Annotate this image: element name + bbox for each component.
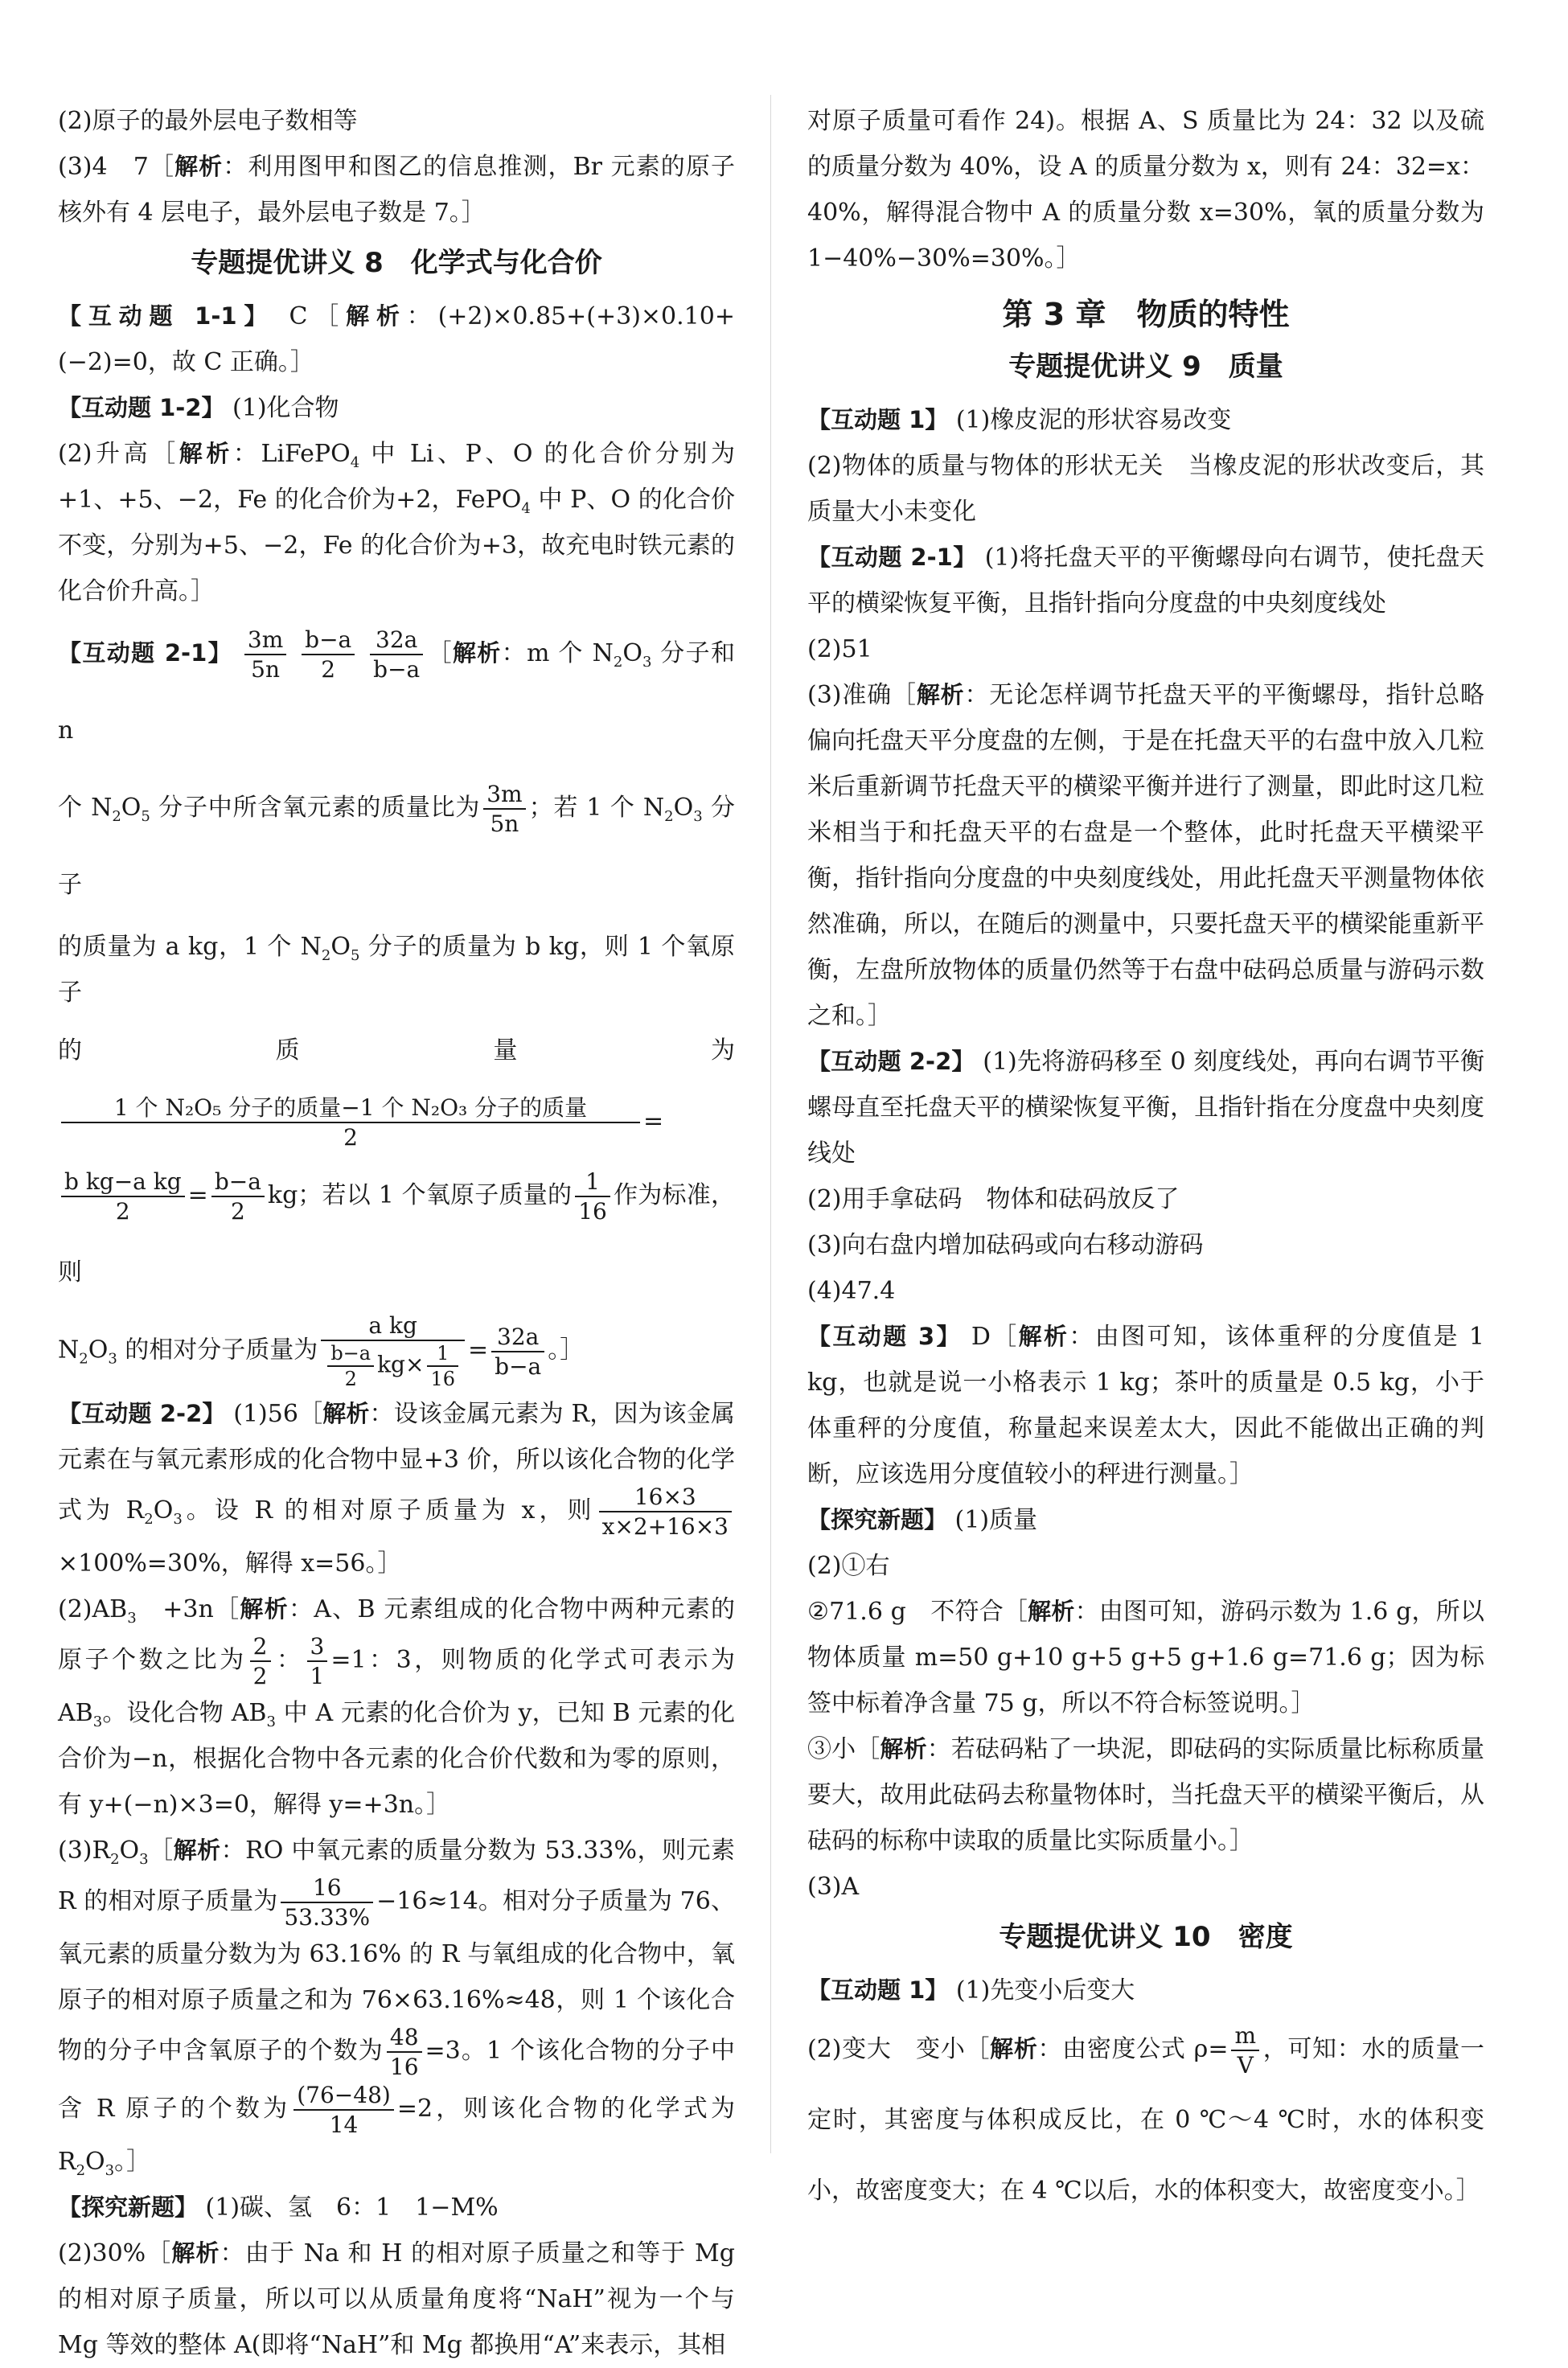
question-tag: 【互动题 2-2】	[58, 1400, 226, 1427]
analysis-label: 解析	[1028, 1598, 1075, 1625]
section-title-10: 专题提优讲义 10 密度	[999, 1921, 1293, 1953]
fraction: $\frac{b-a}{2}$	[211, 1168, 265, 1225]
answer-paragraph: $(2)AB_3$ +3n［解析：A、B 元素组成的化合物中两种元素的原子个数之比为 $\frac{2}{2}$ ： $\frac{3}{1}$ =1：3，则物质的化学式可表示为 $AB_3$。设化合物 $AB_3$ 中 A 元素的化合价为 y，已知 B 元素的化合价为−n，根据化合物中各元素的化合价代数和为零的原则，有 y+(−n)×3=0，解得 y=+3n。］	[58, 1595, 736, 1819]
fraction: $\frac{3m}{5n}$	[483, 780, 525, 838]
analysis-label: 解析	[179, 440, 233, 467]
question-1: 【互动题 1】 (1)先变小后变大	[807, 1976, 1135, 2005]
question-tag: 【互动题 2-2】	[807, 1048, 975, 1075]
answer-line: (2)①右	[807, 1552, 890, 1580]
answer-paragraph: (2)30%［解析：由于 Na 和 H 的相对原子质量之和等于 Mg 的相对原子质量，所以可以从质量角度将“NaH”视为一个与 Mg 等效的整体 A(即将“NaH”和 Mg 都换用“A”来表示，其相	[58, 2239, 735, 2359]
analysis-label: 解析	[452, 639, 502, 667]
question-2-2: 【互动题 2-2】 (1)先将游码移至 0 刻度线处，再向右调节平衡螺母直至托盘天平的横梁恢复平衡，且指针指在分度盘中央刻度线处	[807, 1048, 1484, 1168]
right-column	[807, 98, 1484, 2226]
analysis-label: 解析	[916, 681, 965, 708]
question-1-2: 【互动题 1-2】 (1)化合物	[58, 394, 339, 422]
answer-line: (3)向右盘内增加砝码或向右移动游码	[807, 1231, 1204, 1259]
question-tag: 【探究新题】	[807, 1506, 948, 1533]
answer-paragraph: (2)物体的质量与物体的形状无关 当橡皮泥的形状改变后，其质量大小未变化	[807, 452, 1484, 526]
answer-line: (2)用手拿砝码 物体和砝码放反了	[807, 1185, 1180, 1213]
answer-line: (3)A	[807, 1873, 860, 1901]
analysis-label: 解析	[990, 2035, 1038, 2062]
fraction: $\frac{32a}{b-a}$	[370, 626, 423, 683]
answer-paragraph: $N_2O_3$ 的相对分子质量为 a kg $\frac{b-a}{2}$ kg× $\frac{1}{16}$ = $\frac{32a}{b-a}$ 。］	[58, 1312, 585, 1390]
analysis-label: 解析	[1018, 1323, 1069, 1350]
question-2-1: 【互动题 2-1】 (1)将托盘天平的平衡螺母向右调节，使托盘天平的横梁恢复平衡，且指针指向分度盘的中央刻度线处	[807, 544, 1485, 618]
question-tag: 【互动题 2-1】	[58, 639, 232, 667]
answer-paragraph: $\frac{\text{b kg−a kg}}{2}$ = $\frac{b-a}{2}$ kg；若以 1 个氧原子质量的 $\frac{1}{16}$ 作为标准，则	[58, 1168, 735, 1287]
fraction: $\frac{2}{2}$	[250, 1632, 271, 1690]
fraction: $\frac{1}{16}$	[575, 1168, 610, 1225]
section-title-9: 专题提优讲义 9 质量	[1008, 351, 1283, 383]
section-title-8: 专题提优讲义 8 化学式与化合价	[191, 247, 602, 279]
analysis-label: 解析	[346, 302, 407, 330]
analysis-label: 解析	[880, 1735, 927, 1763]
question-2-1: 【互动题 2-1】 $\frac{3m}{5n}$ $\frac{b-a}{2}$ $\frac{32a}{b-a}$ ［解析：m 个 $N_2O_3$ 分子和 n	[58, 626, 735, 745]
chapter-title: 第 3 章 物质的特性	[1002, 297, 1290, 332]
fraction: a kg $\frac{b-a}{2}$ kg× $\frac{1}{16}$	[321, 1311, 465, 1391]
question-1: 【互动题 1】 (1)橡皮泥的形状容易改变	[807, 406, 1232, 434]
analysis-label: 解析	[171, 2239, 220, 2267]
answer-line: (4)47.4	[807, 1277, 896, 1305]
answer-paragraph: 对原子质量可看作 24)。根据 A、S 质量比为 24：32 以及硫的质量分数为 40%，设 A 的质量分数为 x，则有 24：32=x：40%，解得混合物中 A 的质量分数 x=30%，氧的质量分数为 1−40%−30%=30%。］	[807, 107, 1484, 273]
question-tag: 【互动题 1】	[807, 406, 949, 433]
analysis-label: 解析	[174, 153, 224, 180]
fraction: $\frac{16\times 3}{x\times 2+16\times 3}$	[599, 1483, 732, 1541]
analysis-label: 解析	[240, 1595, 289, 1623]
analysis-label: 解析	[322, 1400, 370, 1427]
fraction: $\frac{16}{53.33\%}$	[281, 1873, 373, 1931]
analysis-label: 解析	[173, 1837, 221, 1864]
answer-paragraph: 个 $N_2O_5$ 分子中所含氧元素的质量比为 $\frac{3m}{5n}$ ；若 1 个 $N_2O_3$ 分子	[58, 781, 735, 899]
question-3: 【互动题 3】 D［解析：由图可知，该体重秤的分度值是 1 kg，也就是说一小格表示 1 kg；茶叶的质量是 0.5 kg，小于体重秤的分度值，称量起来误差太大，因此不能做出正确的判断，应该选用分度值较小的秤进行测量。］	[807, 1323, 1484, 1488]
answer-line: (2)51	[807, 635, 872, 663]
question-tag: 【互动题 1-1】	[58, 302, 275, 330]
fraction: $\frac{3m}{5n}$	[244, 626, 286, 683]
answer-paragraph: $(3)R_2O_3[$解析：RO 中氧元素的质量分数为 53.33%，则元素 R 的相对原子质量为 $\frac{16}{53.33\%}$ −16≈14。相对分子质量为 76、氧元素的质量分数为为 63.16% 的 R 与氧组成的化合物中，氧原子的相对原子质量之和为 76×63.16%≈48，则 1 个该化合物的分子中含氧原子的个数为 $\frac{48}{16}$ =3。1 个该化合物的分子中含 R 原子的个数为 $\frac{(76-48)}{14}$ =2，则该化合物的化学式为 $R_2O_3$。］	[58, 1837, 735, 2179]
left-column	[58, 98, 735, 2368]
question-tag: 【互动题 3】	[807, 1323, 962, 1350]
question-tag: 【互动题 1-2】	[58, 394, 225, 421]
fraction: $\frac{48}{16}$	[387, 2023, 422, 2081]
fraction: $\frac{32a}{b-a}$	[491, 1323, 544, 1381]
fraction: $\frac{(76-48)}{14}$	[293, 2081, 394, 2139]
question-tag: 【探究新题】	[58, 2194, 199, 2221]
question-2-2: 【互动题 2-2】 (1)56［解析：设该金属元素为 R，因为该金属元素在与氧元素形成的化合物中显+3 价，所以该化合物的化学式为 $R_2O_3$。设 R 的相对原子质量为 x，则 $\frac{16\times 3}{x\times 2+16\times 3}$ ×100%=30%，解得 x=56。］	[58, 1400, 735, 1578]
answer-paragraph: ②71.6 g 不符合［解析：由图可知，游码示数为 1.6 g，所以物体质量 m=50 g+10 g+5 g+5 g+1.6 g=71.6 g；因为标签中标着净含量 75 g，所以不符合标签说明。］	[807, 1598, 1484, 1718]
question-tag: 【互动题 2-1】	[807, 544, 977, 571]
fraction: $\frac{\text{b kg−a kg}}{2}$	[61, 1168, 185, 1225]
answer-paragraph: (3)准确［解析：无论怎样调节托盘天平的平衡螺母，指针总略偏向托盘天平分度盘的左侧，于是在托盘天平的右盘中放入几粒米后重新调节托盘天平的横梁平衡并进行了测量，即此时这几粒米相当于和托盘天平的右盘是一个整体，此时托盘天平横梁平衡，指针指向分度盘的中央刻度线处，用此托盘天平测量物体依然准确，所以，在随后的测量中，只要托盘天平的横梁能重新平衡，左盘所放物体的质量仍然等于右盘中砝码总质量与游码示数之和。］	[807, 681, 1484, 1030]
answer-paragraph: ③小［解析：若砝码粘了一块泥，即砝码的实际质量比标称质量要大，故用此砝码去称量物体时，当托盘天平的横梁平衡后，从砝码的标称中读取的质量比实际质量小。］	[807, 1735, 1484, 1855]
question-tag: 【互动题 1】	[807, 1976, 949, 2004]
question-1-1: 【互动题 1-1】 C［解析：(+2)×0.85+(+3)×0.10+(−2)=0，故 C 正确。］	[58, 302, 735, 376]
fraction: $\frac{m}{V}$	[1231, 2021, 1259, 2079]
answer-paragraph: (2)升高［解析：LiFePO$_4$ 中 Li、P、O 的化合价分别为+1、+5、−2，Fe 的化合价为+2，FePO$_4$ 中 P、O 的化合价不变，分别为+5、−2，Fe 的化合价为+3，故充电时铁元素的化合价升高。］	[58, 440, 735, 605]
explore-question: 【探究新题】 (1)碳、氢 6：1 1−M%	[58, 2194, 499, 2222]
column-divider	[770, 95, 771, 2153]
answer-paragraph: 的质量为 $\frac{\text{1 个 N₂O₅ 分子的质量−1 个 N₂O₃ 分子的质量}}{2}$ =	[58, 1036, 735, 1151]
fraction: $\frac{3}{1}$	[307, 1632, 328, 1690]
fraction: $\frac{\text{1 个 N₂O₅ 分子的质量−1 个 N₂O₃ 分子的质量}}{2}$	[61, 1094, 640, 1151]
answer-paragraph: (2)变大 变小［解析：由密度公式 ρ= $\frac{m}{V}$ ，可知：水的质量一定时，其密度与体积成反比，在 0 ℃～4 ℃时，水的体积变小，故密度变大；在 4 ℃以后，水的体积变大，故密度变小。］	[807, 2022, 1485, 2205]
fraction: $\frac{b-a}{2}$	[302, 626, 355, 683]
answer-paragraph: (3)4 7［解析：利用图甲和图乙的信息推测，Br 元素的原子核外有 4 层电子，最外层电子数是 7。］	[58, 153, 735, 227]
answer-paragraph: 的质量为 a kg，1 个 $N_2O_5$ 分子的质量为 b kg，则 1 个氧原子	[58, 933, 736, 1007]
answer-line: (2)原子的最外层电子数相等	[58, 107, 358, 135]
explore-question: 【探究新题】 (1)质量	[807, 1506, 1038, 1534]
